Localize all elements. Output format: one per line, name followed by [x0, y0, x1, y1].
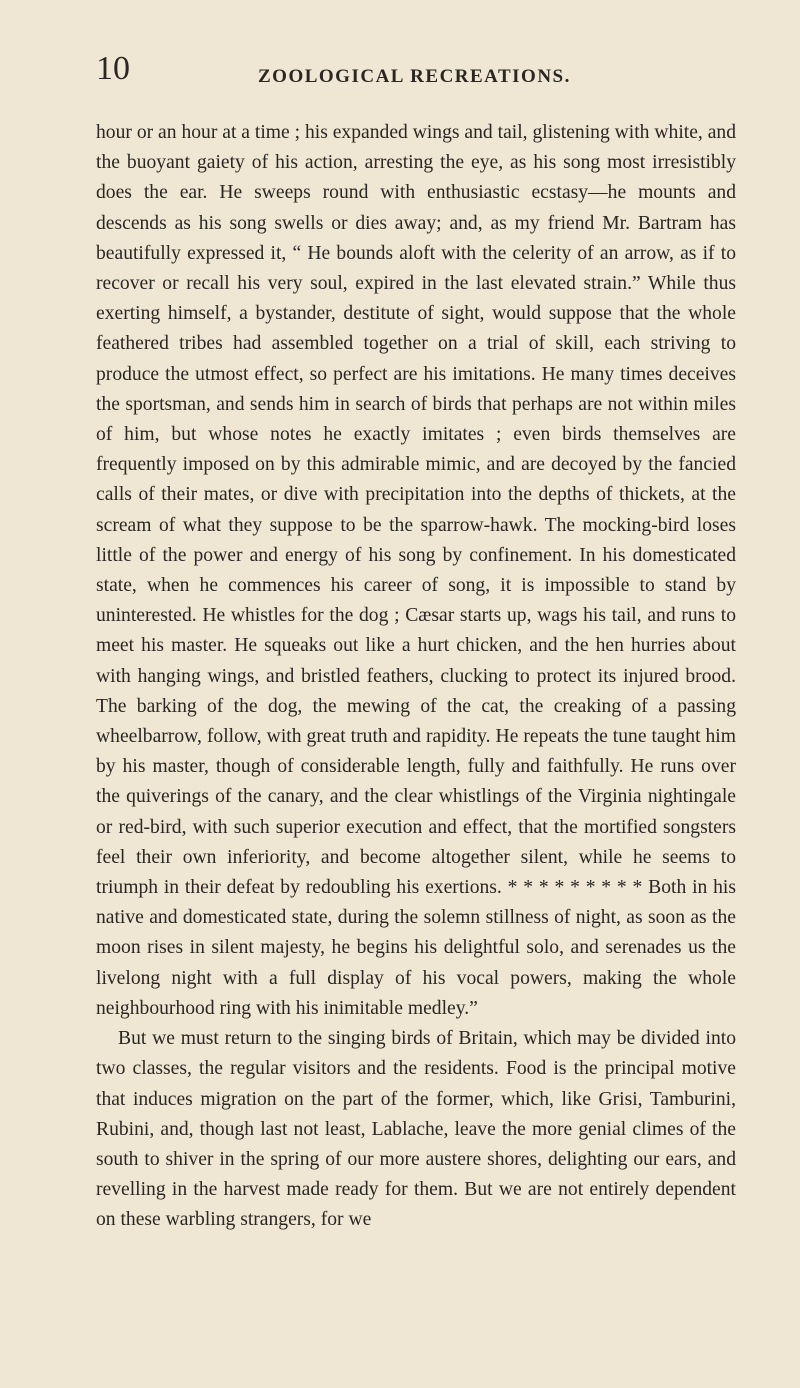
page-number: 10 [96, 50, 130, 87]
page-header [96, 52, 736, 102]
running-title: ZOOLOGICAL RECREATIONS. [258, 66, 571, 87]
paragraph: But we must return to the singing birds of Britain, which may be divided into two classes, the regular visitors and the residents. Food is the principal motive that induces migration on the part of the former, which, like Grisi, Tamburini, Rubini, and, though last not least, Lablache, leave the more genial climes of the south to shiver in the spring of our more austere shores, delighting our ears, and revelling in the harvest made ready for them. But we are not entirely dependent on these warbling strangers, for we [96, 1028, 736, 1231]
paragraph: hour or an hour at a time ; his expanded wings and tail, glistening with white, and the buoyant gaiety of his action, arresting the eye, as his song most irresistibly does the ear. He sweeps round with enthusiastic ecstasy—he mounts and descends as his song swells or dies away; and, as my friend Mr. Bartram has beautifully expressed it, “ He bounds aloft with the celerity of an arrow, as if to recover or recall his very soul, expired in the last elevated strain.” While thus exerting himself, a bystander, destitute of sight, would suppose that the whole feathered tribes had assembled together on a trial of skill, each striving to produce the utmost effect, so perfect are his imitations. He many times deceives the sportsman, and sends him in search of birds that perhaps are not within miles of him, but whose notes he exactly imitates ; even birds themselves are frequently imposed on by this admirable mimic, and are decoyed by the fancied calls of their mates, or dive with precipitation into the depths of thickets, at the scream of what they suppose to be the sparrow-hawk. The mocking-bird loses little of the power and energy of his song by confinement. In his domesticated state, when he commences his career of song, it is impossible to stand by uninterested. He whistles for the dog ; Cæsar starts up, wags his tail, and runs to meet his master. He squeaks out like a hurt chicken, and the hen hurries about with hanging wings, and bristled feathers, clucking to protect its injured brood. The barking of the dog, the mewing of the cat, the creaking of a passing wheelbarrow, follow, with great truth and rapidity. He repeats the tune taught him by his master, though of considerable length, fully and faithfully. He runs over the quiverings of the canary, and the clear whistlings of the Virginia nightingale or red-bird, with such superior execution and effect, that the mortified songsters feel their own inferiority, and become altogether silent, while he seems to triumph in their defeat by redoubling his exertions. * * * * * * * * * Both in his native and domesticated state, during the solemn stillness of night, as soon as the moon rises in silent majesty, he begins his delightful solo, and serenades us the livelong night with a full display of his vocal powers, making the whole neighbourhood ring with his inimitable medley.” [96, 122, 736, 1019]
body-text [96, 118, 736, 1236]
